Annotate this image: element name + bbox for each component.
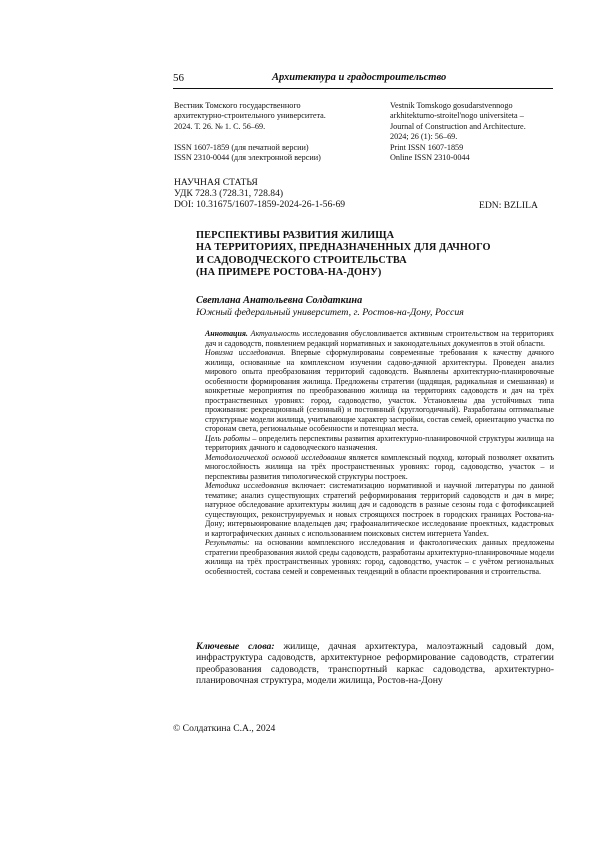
abstract [205,329,554,576]
methods-text: включает: систематизацию нормативной и научной литературы по данной тематике; анализ существующих стратегий реформирования территорий садоводств и дач в мире; натурное обследование архитектуры жилищ дач и садоводств в разные сезоны года с фотофиксацией существующих, реконструируемых и новых строящихся построек в городских границах Ростова-на-Дону; интервьюирование владельцев дач; графоаналитическое исследование проектных, кадастровых и картографических данных с использованием поисковых систем интернета Yandex. [205,481,555,538]
basis-text: является комплексный подход, который позволяет охватить многослойность жилища на трёх пространственных уровнях: город, садоводство, участок – и перспективы развития типологической структуры построек. [205,452,554,481]
journal-section-title: Архитектура и градостроительство [272,72,447,83]
journal-line: 2024; 26 (1): 56–69. [390,132,458,142]
article-meta [174,177,345,211]
results-text: на основании комплексного исследования и фактологических данных предложены стратегии преобразования жилой среды садоводств, разработаны архитектурно-планировочные модели жилища на трёх пространственных уровнях: город, садоводство, участок – с учётом региональных особенностей, состава семей и современных тенденций в области проектирования и строительства. [205,538,554,576]
journal-line: Vestnik Tomskogo gosudarstvennogo [390,101,513,110]
journal-line: Journal of Construction and Architecture. [390,121,526,131]
relevance-text: исследования обусловливается активным строительством на территориях дач и садоводств, появлением редакций нормативных и законодательных документов в этой области. [205,329,554,348]
issn-print: ISSN 1607-1859 (для печатной версии) [174,142,309,152]
author-affiliation: Южный федеральный университет, г. Ростов-на-Дону, Россия [196,307,464,318]
title-line: И САДОВОДЧЕСКОГО СТРОИТЕЛЬСТВА [196,254,407,266]
title-line: НА ТЕРРИТОРИЯХ, ПРЕДНАЗНАЧЕННЫХ ДЛЯ ДАЧНОГО [196,242,491,254]
abstract-results [205,538,554,576]
issn-print: Print ISSN 1607-1859 [390,142,464,152]
methods-label: Методика исследования [205,481,289,490]
journal-info-ru [174,101,384,163]
title-line: (НА ПРИМЕРЕ РОСТОВА-НА-ДОНУ) [196,267,382,279]
keywords-label: Ключевые слова: [196,641,275,652]
keywords-text: жилище, дачная архитектура, малоэтажный садовый дом, инфраструктура садоводств, архитектурное реформирование садоводств, стратегии преобразования садоводств, транспортный каркас садоводства, архитектурно-планировочная структура, модели жилища, Ростов-на-Дону [196,641,554,686]
novelty-label: Новизна исследования. [205,348,286,357]
journal-line: arkhitekturno-stroitel'nogo universiteta – [390,111,524,121]
article-title [196,230,556,280]
journal-line: 2024. Т. 26. № 1. С. 56–69. [174,121,266,131]
goal-label: Цель работы [205,433,251,443]
title-line: ПЕРСПЕКТИВЫ РАЗВИТИЯ ЖИЛИЩА [196,230,395,241]
edn: EDN: BZLILA [479,200,538,211]
article-type: НАУЧНАЯ СТАТЬЯ [174,177,258,188]
abstract-relevance [205,329,554,348]
abstract-methods [205,481,554,538]
goal-text: – определить перспективы развития архитектурно-планировочной структуры жилища на территориях дачного и садоводческого назначения. [205,433,554,452]
abstract-goal [205,434,554,453]
basis-label: Методологической основой исследования [205,452,346,462]
issn-online: Online ISSN 2310-0044 [390,153,470,163]
issn-online: ISSN 2310-0044 (для электронной версии) [174,153,321,163]
author-name: Светлана Анатольевна Солдаткина [196,295,363,306]
doi: DOI: 10.31675/1607-1859-2024-26-1-56-69 [174,199,346,211]
journal-line: архитектурно-строительного университета. [174,111,326,121]
abstract-basis [205,453,554,482]
novelty-text: Впервые сформулированы современные требования к качеству дачного жилища, основанные на комплексном изучении садово-дачной архитектуры. Проведен анализ мирового опыта преобразования территорий садоводств. Выявлены архитектурно-планировочные особенности формирования жилища. Предложены стратегии (щадящая, радикальная и смешанная) и конкретные мероприятия по преобразованию жилища на территориях садоводств и дач на трёх пространственных уровнях: город, садоводство, участок. Установлены два устойчивых типа проживания: рекреационный (сезонный) и постоянный (круглогодичный). Разработаны оптимальные структурные модели жилища, учитывающие характер застройки, состав семей, ориентацию участка по сторонам света, региональные особенности и потенциал места. [205,348,554,433]
udk: УДК 728.3 (728.31, 728.84) [174,188,284,200]
copyright: © Солдаткина С.А., 2024 [173,723,276,734]
page-number: 56 [173,72,184,84]
keywords [196,641,554,686]
results-label: Результаты: [205,538,250,547]
journal-line: Вестник Томского государственного [174,101,301,110]
header-rule [173,88,553,89]
abstract-label: Аннотация. [205,329,248,338]
abstract-novelty [205,348,554,434]
journal-info-en [390,101,560,163]
relevance-label: Актуальность [250,329,300,338]
